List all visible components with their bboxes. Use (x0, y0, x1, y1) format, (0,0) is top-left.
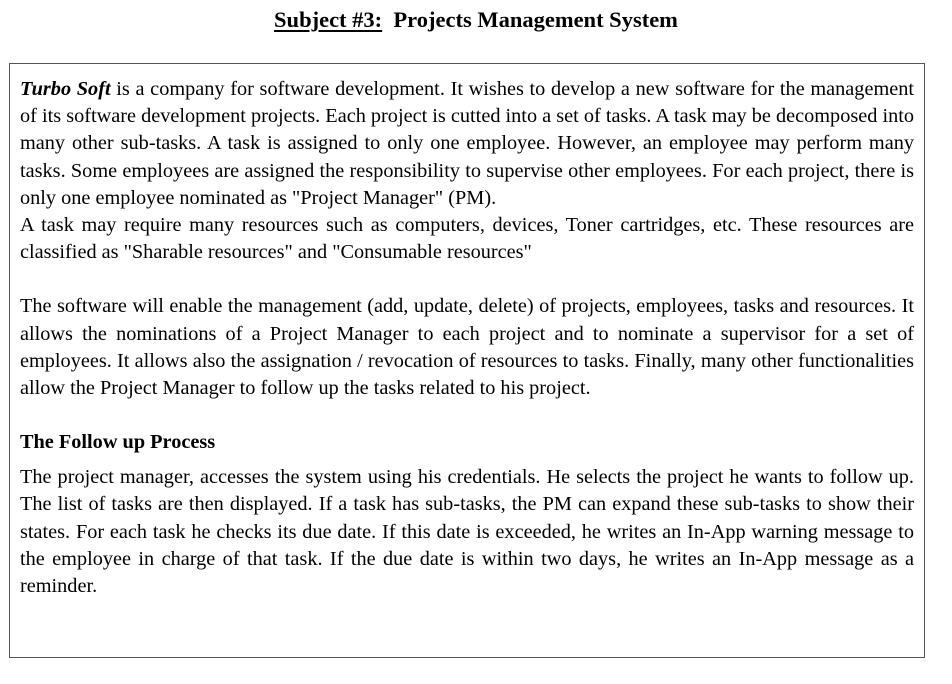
document-title (0, 6, 952, 34)
resources-paragraph: A task may require many resources such as computers, devices, Toner cartridges, etc. These resources are classified as "Sharable resources" and "Consumable resources" (20, 214, 914, 264)
content-box (9, 63, 925, 658)
subject-number: Subject #3: (274, 7, 383, 32)
heading-spacer (20, 456, 914, 464)
paragraph-spacer (20, 402, 914, 429)
followup-paragraph: The project manager, accesses the system using his credentials. He selects the project he wants to follow up. The list of tasks are then displayed. If a task has sub-tasks, the PM can expand these sub-tasks to show their states. For each task he checks its due date. If this date is exceeded, he writes an In-App warning message to the employee in charge of that task. If the due date is within two days, he writes an In-App message as a reminder. (20, 466, 914, 598)
company-name: Turbo Soft (20, 78, 111, 100)
software-paragraph: The software will enable the management (add, update, delete) of projects, employees, tasks and resources. It allows the nominations of a Project Manager to each project and to nominate a supervisor for a set of employees. It allows also the assignation / revocation of resources to tasks. Finally, many other functionalities allow the Project Manager to follow up the tasks related to his project. (20, 295, 914, 400)
followup-heading: The Follow up Process (20, 431, 216, 454)
intro-text: is a company for software development. It wishes to develop a new software for the management of its software development projects. Each project is cutted into a set of tasks. A task may be decomposed into many other sub-tasks. A task is assigned to only one employee. However, an employee may perform many tasks. Some employees are assigned the responsibility to supervise other employees. For each project, there is only one employee nominated as "Project Manager" (PM). (20, 78, 914, 209)
paragraph-spacer (20, 266, 914, 293)
intro-paragraph (20, 76, 914, 212)
subject-name: Projects Management System (393, 7, 678, 32)
